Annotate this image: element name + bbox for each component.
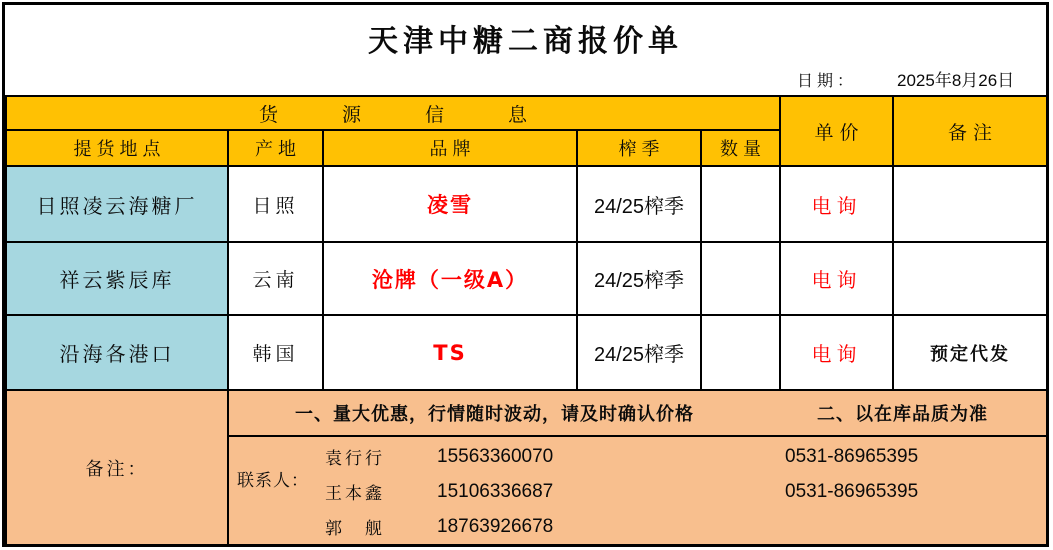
footer-note-2: 二、以在库品质为准 xyxy=(817,404,989,425)
date-row xyxy=(797,66,1014,91)
header-qty: 数量 xyxy=(701,130,780,166)
header-brand: 品牌 xyxy=(323,130,577,166)
cell-location: 祥云紫辰库 xyxy=(6,242,228,315)
cell-qty xyxy=(701,166,780,242)
contact-name: 袁行行 xyxy=(325,449,385,469)
header-season: 榨季 xyxy=(577,130,701,166)
cell-note xyxy=(893,242,1047,315)
cell-location: 日照凌云海糖厂 xyxy=(6,166,228,242)
table-row xyxy=(6,315,1047,390)
header-note: 备注 xyxy=(893,96,1047,166)
contact-office: 0531-86965395 xyxy=(785,480,919,502)
title-area xyxy=(5,5,1046,95)
cell-season: 24/25榨季 xyxy=(577,166,701,242)
cell-note: 预定代发 xyxy=(893,315,1047,390)
page-title: 天津中糖二商报价单 xyxy=(368,24,683,59)
cell-note xyxy=(893,166,1047,242)
footer-note-1: 一、量大优惠，行情随时波动，请及时确认价格 xyxy=(295,404,694,425)
footer-contacts-row xyxy=(228,436,1047,545)
quotation-table xyxy=(5,95,1048,546)
header-location: 提货地点 xyxy=(6,130,228,166)
contact-name: 王本鑫 xyxy=(325,484,385,504)
contact-phone: 18763926678 xyxy=(437,515,554,537)
contact-phone: 15106336687 xyxy=(437,480,554,502)
header-origin: 产地 xyxy=(228,130,323,166)
cell-season: 24/25榨季 xyxy=(577,315,701,390)
cell-brand: 沧牌（一级A） xyxy=(323,242,577,315)
header-supply-info: 货源信息 xyxy=(6,96,780,130)
footer-remark-label: 备注： xyxy=(6,390,228,545)
cell-price: 电询 xyxy=(780,242,893,315)
contact-phone: 15563360070 xyxy=(437,445,554,467)
cell-brand: TS xyxy=(323,315,577,390)
cell-price: 电询 xyxy=(780,315,893,390)
cell-origin: 日照 xyxy=(228,166,323,242)
cell-brand: 凌雪 xyxy=(323,166,577,242)
table-row xyxy=(6,166,1047,242)
date-value: 2025年8月26日 xyxy=(897,71,1015,90)
cell-price: 电询 xyxy=(780,166,893,242)
contact-name: 郭 舰 xyxy=(325,519,385,539)
cell-qty xyxy=(701,242,780,315)
contact-office: 0531-86965395 xyxy=(785,445,919,467)
date-label: 日期： xyxy=(797,71,858,90)
header-price: 单价 xyxy=(780,96,893,166)
cell-qty xyxy=(701,315,780,390)
cell-season: 24/25榨季 xyxy=(577,242,701,315)
footer-notes-row xyxy=(228,390,1047,436)
sheet-frame xyxy=(2,2,1049,547)
cell-origin: 云南 xyxy=(228,242,323,315)
cell-origin: 韩国 xyxy=(228,315,323,390)
cell-location: 沿海各港口 xyxy=(6,315,228,390)
contacts-label: 联系人： xyxy=(237,471,309,491)
table-row xyxy=(6,242,1047,315)
